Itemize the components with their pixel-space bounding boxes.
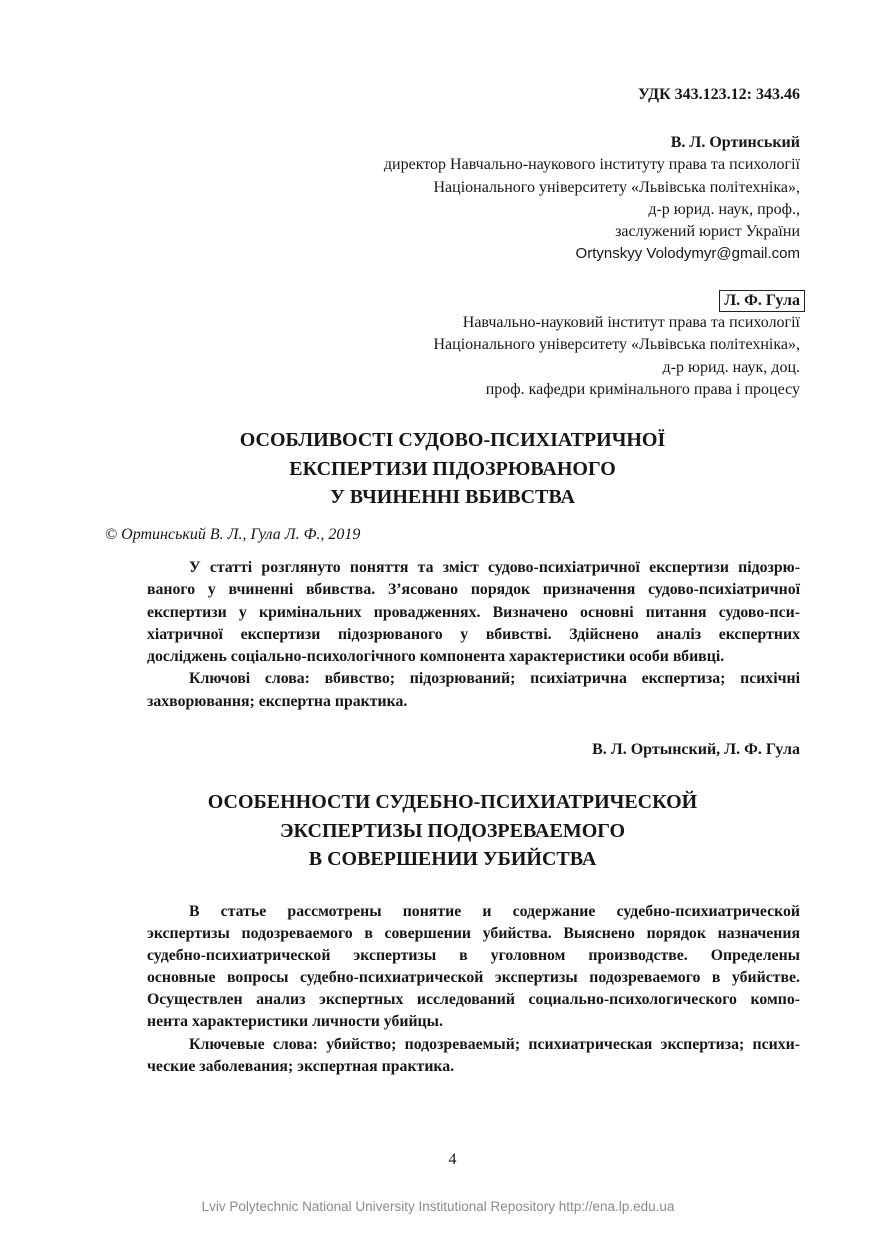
- author1-email: Ortynskyy Volodymyr@gmail.com: [575, 245, 800, 263]
- author1-affiliation-line: заслужений юрист України: [615, 223, 800, 241]
- ua-title-line: ЕКСПЕРТИЗИ ПІДОЗРЮВАНОГО: [289, 457, 616, 480]
- ua-title: [105, 426, 800, 512]
- ua-keywords-line: захворювання; експертна практика.: [147, 692, 408, 710]
- ua-abstract-line: хіатричної експертизи підозрюваного у вбивстві. Здійснено аналіз експертних: [147, 625, 800, 643]
- ru-abstract-line: судебно-психиатрической экспертизы в уголовном производстве. Определены: [147, 947, 800, 965]
- ua-abstract-line: ваного у вчиненні вбивства. З’ясовано порядок призначення судово-психіатричної: [147, 581, 800, 599]
- ru-keywords-line: ческие заболевания; экспертная практика.: [147, 1057, 455, 1075]
- ua-keywords-line: Ключові слова: вбивство; підозрюваний; психіатрична експертиза; психічні: [189, 670, 800, 688]
- ua-abstract-line: досліджень соціально-психологічного компонента характеристики особи вбивці.: [147, 648, 725, 666]
- ru-abstract: [147, 901, 800, 1078]
- ru-title-line: В СОВЕРШЕНИИ УБИЙСТВА: [308, 848, 597, 870]
- ru-title-line: ОСОБЕННОСТИ СУДЕБНО-ПСИХИАТРИЧЕСКОЙ: [207, 791, 698, 813]
- ru-abstract-line: нента характеристики личности убийцы.: [147, 1013, 443, 1031]
- repository-footer: Lviv Polytechnic National University Institutional Repository http://ena.lp.edu.ua: [201, 1199, 675, 1214]
- author2-name-line: [433, 289, 800, 312]
- ru-keywords-line: Ключевые слова: убийство; подозреваемый; психиатрическая экспертиза; психи-: [189, 1035, 800, 1053]
- author2-name: Л. Ф. Гула: [719, 290, 805, 312]
- ru-authors: В. Л. Ортынский, Л. Ф. Гула: [592, 741, 800, 758]
- author1-name: В. Л. Ортинський: [670, 134, 800, 151]
- copyright: © Ортинський В. Л., Гула Л. Ф., 2019: [105, 526, 361, 543]
- author1-affiliation-line: д-р юрид. наук, проф.,: [648, 200, 800, 218]
- author2-affiliation-line: проф. кафедри кримінального права і процесу: [485, 380, 800, 398]
- page-number-block: [105, 1149, 800, 1171]
- ru-abstract-line: основные вопросы судебно-психиатрической экспертизы подозреваемого в убийстве.: [147, 969, 800, 987]
- author2-block: [433, 289, 800, 401]
- udc-block: [638, 84, 800, 106]
- ua-title-line: У ВЧИНЕННІ ВБИВСТВА: [330, 486, 575, 508]
- ua-title-line: ОСОБЛИВОСТІ СУДОВО-ПСИХІАТРИЧНОЇ: [239, 429, 666, 451]
- author2-affiliation-line: Національного університету «Львівська політехніка»,: [433, 336, 800, 354]
- ru-abstract-line: экспертизы подозреваемого в совершении убийства. Выяснено порядок назначения: [147, 925, 800, 943]
- ru-abstract-line: Осуществлен анализ экспертных исследований социально-психологического компо-: [147, 991, 800, 1009]
- author1-block: [384, 132, 800, 266]
- page-number: 4: [448, 1151, 457, 1168]
- author2-affiliation-line: д-р юрид. наук, доц.: [662, 358, 800, 376]
- ua-abstract-line: експертизи у кримінальних провадженнях. Визначено основні питання судово-пси-: [147, 603, 800, 621]
- ua-abstract: [147, 557, 800, 713]
- ru-authors-block: [592, 739, 800, 761]
- ua-abstract-line: У статті розглянуто поняття та зміст судово-психіатричної експертизи підозрю-: [189, 559, 800, 576]
- author1-affiliation-line: Національного університету «Львівська політехніка»,: [433, 178, 800, 196]
- copyright-block: [105, 524, 360, 546]
- udc-code: УДК 343.123.12: 343.46: [637, 86, 800, 103]
- author1-affiliation-line: директор Навчально-наукового інституту права та психології: [383, 156, 800, 174]
- author2-affiliation-line: Навчально-науковий інститут права та психології: [462, 314, 800, 331]
- ru-title: [105, 788, 800, 874]
- ru-title-line: ЭКСПЕРТИЗЫ ПОДОЗРЕВАЕМОГО: [279, 819, 626, 842]
- ru-abstract-line: В статье рассмотрены понятие и содержание судебно-психиатрической: [189, 903, 800, 920]
